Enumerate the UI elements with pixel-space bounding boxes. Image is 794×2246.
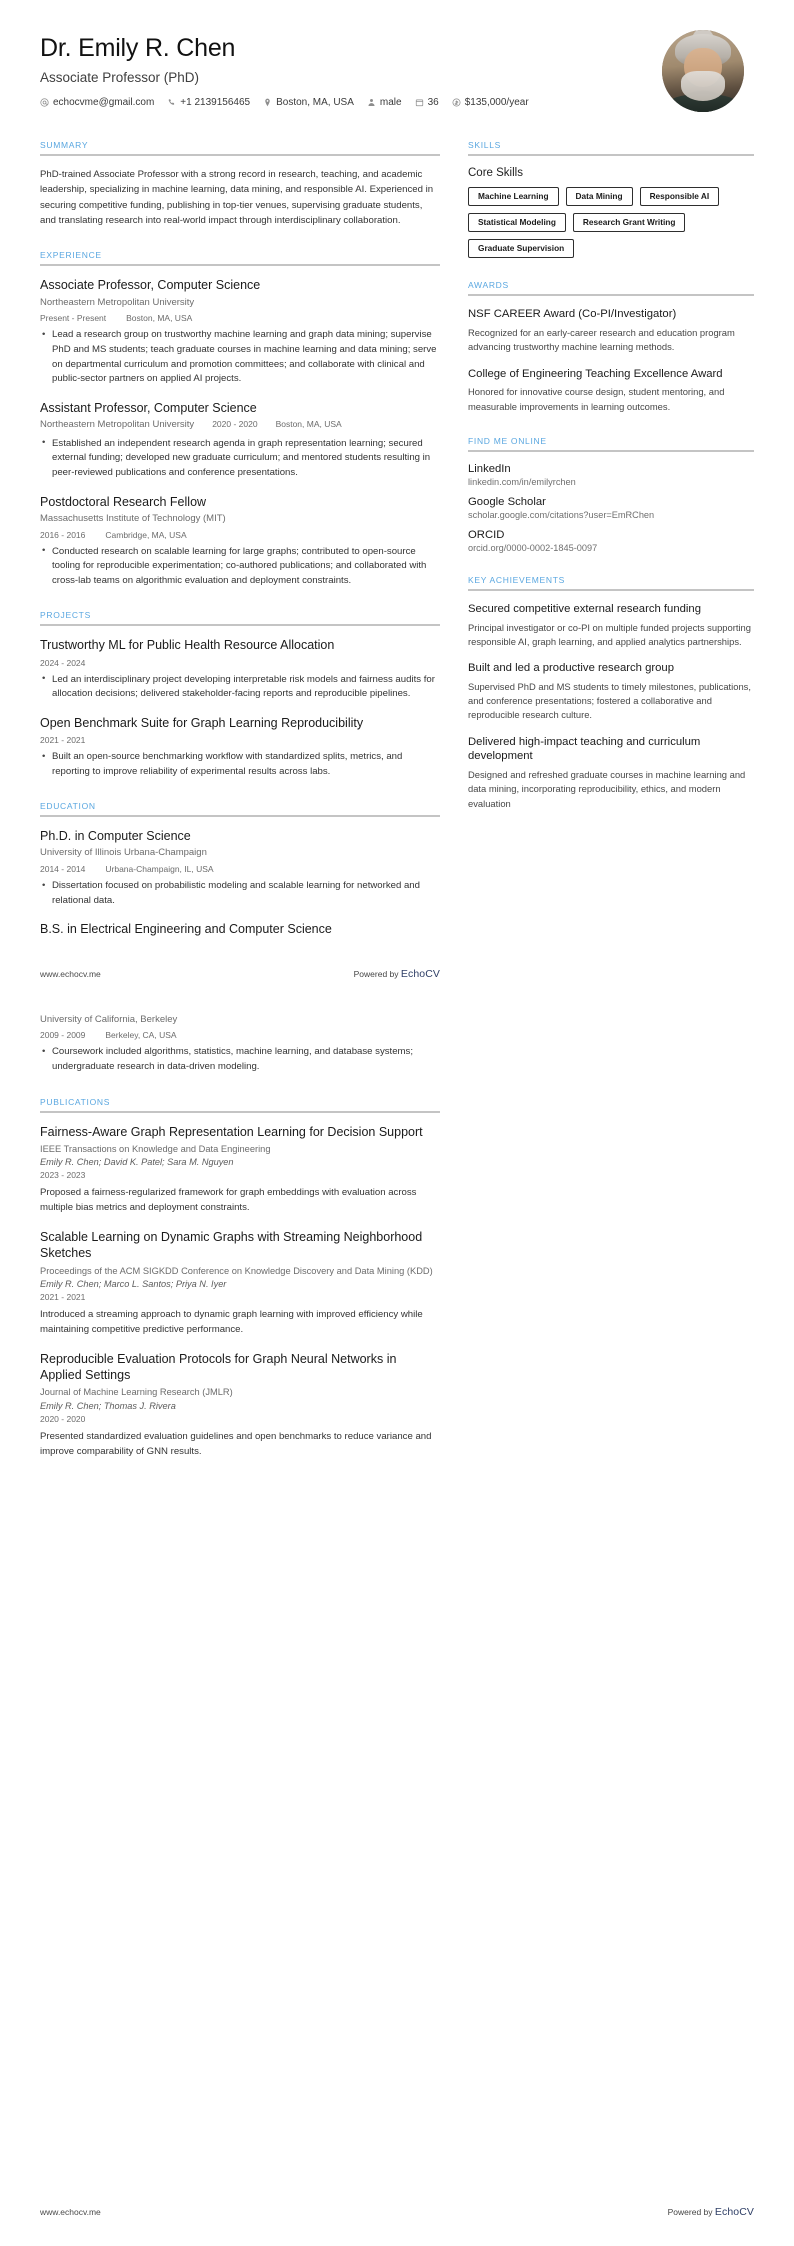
online-profile-label: LinkedIn: [468, 462, 511, 475]
online-profile-linkedin[interactable]: [468, 463, 754, 487]
bullet: • Conducted research on scalable learning for large graphs; contributed to open-source tooling for reproducible experimentation; co-authored publications; and collaborated with cross-lab teams on algorithmic evaluation and deployment constraints.: [40, 545, 440, 589]
achievement-item: [468, 602, 754, 649]
skill-chip: Machine Learning: [468, 187, 559, 206]
education-degree: Ph.D. in Computer Science: [40, 829, 191, 844]
contact-age-value: 36: [427, 96, 439, 108]
achievement-title: Built and led a productive research group: [468, 662, 674, 675]
contact-phone[interactable]: [167, 97, 250, 108]
contact-salary: [452, 97, 529, 108]
project-item: [40, 637, 440, 701]
project-bullets: [40, 673, 440, 702]
section-key-achievements: [468, 575, 754, 811]
education-item: [40, 1014, 440, 1075]
footer-brand-name: EchoCV: [714, 2206, 754, 2218]
online-profile-url[interactable]: linkedin.com/in/emilyrchen: [468, 476, 576, 487]
online-profile-url[interactable]: orcid.org/0000-0002-1845-0097: [468, 542, 598, 553]
experience-item: [40, 494, 440, 589]
section-summary: [40, 140, 440, 228]
skill-chip: Responsible AI: [640, 187, 720, 206]
bullet: • Lead a research group on trustworthy machine learning and graph data mining; supervise PhD and MS students; teach graduate courses in machine learning and data mining; serve on departmental curriculum and promotion committees; and collaborate with clinical and public-sector partners on applied AI projects.: [40, 328, 440, 386]
experience-title: Assistant Professor, Computer Science: [40, 400, 257, 415]
experience-org-row: [40, 419, 440, 432]
education-dates: 2009 - 2009: [40, 1030, 86, 1041]
experience-location: Boston, MA, USA: [275, 419, 342, 429]
footer-brand: [354, 968, 440, 980]
publication-title: Fairness-Aware Graph Representation Learning for Decision Support: [40, 1124, 423, 1139]
online-profile-url[interactable]: scholar.google.com/citations?user=EmRChen: [468, 509, 655, 520]
section-heading-publications: PUBLICATIONS: [40, 1096, 111, 1107]
publication-item: [40, 1124, 440, 1217]
contact-location-value: Boston, MA, USA: [276, 96, 354, 108]
section-heading-education: EDUCATION: [40, 801, 96, 812]
section-experience: [40, 250, 440, 588]
section-heading-find-me-online: FIND ME ONLINE: [468, 435, 547, 446]
experience-meta: [40, 313, 440, 323]
education-degree: B.S. in Electrical Engineering and Computer Science: [40, 922, 332, 937]
section-education-continued: [40, 1014, 440, 1075]
avatar-beard: [681, 71, 725, 101]
experience-org: Northeastern Metropolitan University: [40, 419, 195, 430]
location-pin-icon: [263, 98, 272, 107]
bullet: • Dissertation focused on probabilistic modeling and scalable learning for networked and relational data.: [40, 879, 440, 908]
section-find-me-online: [468, 436, 754, 553]
contact-age: [415, 97, 439, 108]
online-profile-google-scholar[interactable]: [468, 496, 754, 520]
publication-description: Introduced a streaming approach to dynamic graph learning with improved efficiency while maintaining competitive predictive performance.: [40, 1309, 423, 1336]
job-title: Associate Professor (PhD): [40, 69, 200, 85]
education-location: Berkeley, CA, USA: [105, 1030, 177, 1041]
experience-title: Postdoctoral Research Fellow: [40, 494, 207, 509]
contact-gender-value: male: [379, 96, 402, 108]
section-heading-awards: AWARDS: [468, 280, 509, 291]
contact-email[interactable]: [40, 97, 154, 108]
experience-dates: Present - Present: [40, 313, 107, 324]
award-description: Recognized for an early-career research and education program advancing trustworthy machine learning methods.: [468, 327, 735, 353]
footer-powered-label: Powered by: [353, 968, 401, 979]
publication-authors: Emily R. Chen; Thomas J. Rivera: [40, 1400, 176, 1411]
person-icon: [367, 98, 376, 107]
phone-icon: [167, 98, 176, 107]
project-meta: [40, 658, 440, 668]
section-heading-projects: PROJECTS: [40, 610, 91, 621]
resume-header: [0, 0, 794, 112]
experience-bullets: [40, 545, 440, 589]
section-skills: [468, 140, 754, 258]
footer-powered-label: Powered by: [667, 2207, 715, 2217]
project-bullets: [40, 750, 440, 779]
education-item: [40, 921, 440, 937]
online-profile-label: Google Scholar: [468, 495, 546, 508]
bullet: • Built an open-source benchmarking workflow with standardized splits, metrics, and reporting to improve reliability of experimental results across labs.: [40, 750, 440, 779]
section-heading-summary: SUMMARY: [40, 140, 89, 150]
section-rule: [40, 624, 440, 626]
section-heading-skills: SKILLS: [468, 140, 502, 150]
education-meta: [40, 864, 440, 874]
project-meta: [40, 735, 440, 745]
section-rule: [40, 815, 440, 817]
experience-title: Associate Professor, Computer Science: [40, 278, 261, 293]
section-projects: [40, 610, 440, 779]
publication-venue: Proceedings of the ACM SIGKDD Conference on Knowledge Discovery and Data Mining (KDD): [40, 1265, 433, 1276]
award-description: Honored for innovative course design, student mentoring, and measurable improvements in learning outcomes.: [468, 386, 725, 412]
education-location: Urbana-Champaign, IL, USA: [105, 864, 214, 875]
section-rule: [468, 154, 754, 156]
achievement-title: Delivered high-impact teaching and curriculum development: [468, 735, 701, 763]
page-title: Dr. Emily R. Chen: [40, 34, 236, 62]
section-publications: [40, 1097, 440, 1460]
skill-chip: Statistical Modeling: [468, 213, 566, 232]
achievement-item: [468, 661, 754, 723]
contact-gender: [367, 97, 402, 108]
avatar: [662, 30, 744, 112]
footer-site[interactable]: www.echocv.me: [40, 968, 101, 979]
experience-location: Cambridge, MA, USA: [105, 529, 187, 540]
email-icon: [40, 98, 49, 107]
education-school: University of Illinois Urbana-Champaign: [40, 847, 207, 859]
skill-chip-list: [468, 187, 754, 258]
bullet: • Established an independent research agenda in graph representation learning; secured external funding; developed new graduate curriculum; and mentored students resulting in peer-reviewed publications and conference presentations.: [40, 437, 440, 481]
publication-description: Proposed a fairness-regularized framework for graph embeddings with evaluation across multiple bias metrics and deployment constraints.: [40, 1187, 417, 1214]
award-title: NSF CAREER Award (Co-PI/Investigator): [468, 308, 677, 321]
achievement-description: Principal investigator or co-PI on multiple funded projects supporting responsible AI, graph learning, and applied analytics partnerships.: [468, 621, 751, 647]
experience-bullets: [40, 328, 440, 386]
skill-chip: Graduate Supervision: [468, 239, 574, 258]
bullet: • Coursework included algorithms, statistics, machine learning, and database systems; undergraduate research in data-driven modeling.: [40, 1045, 440, 1074]
experience-item: [40, 277, 440, 386]
publication-item: [40, 1351, 440, 1460]
experience-dates: 2020 - 2020: [212, 419, 258, 429]
publication-authors: Emily R. Chen; Marco L. Santos; Priya N. Iyer: [40, 1279, 227, 1290]
education-school: University of California, Berkeley: [40, 1013, 178, 1025]
achievement-description: Supervised PhD and MS students to timely milestones, publications, and conference presentations; fostered a collaborative and reproducible research culture.: [468, 680, 751, 721]
bullet: • Led an interdisciplinary project developing interpretable risk models and fairness audits for allocation decisions; delivered stakeholder-facing reports and reproducible pipelines.: [40, 673, 440, 702]
salary-icon: [452, 98, 461, 107]
award-title: College of Engineering Teaching Excellence Award: [468, 367, 723, 380]
footer-brand-name: EchoCV: [400, 967, 440, 980]
publication-item: [40, 1229, 440, 1338]
experience-dates: 2016 - 2016: [40, 529, 86, 540]
section-rule: [468, 589, 754, 591]
right-column: [468, 140, 754, 833]
experience-item: [40, 400, 440, 481]
skill-chip: Data Mining: [566, 187, 633, 206]
education-meta: [40, 1030, 440, 1040]
footer-site[interactable]: www.echocv.me: [40, 2207, 101, 2217]
page-footer-bottom: [0, 2206, 794, 2218]
page-footer: [40, 946, 440, 980]
publication-authors: Emily R. Chen; David K. Patel; Sara M. Nguyen: [40, 1157, 234, 1168]
experience-location: Boston, MA, USA: [126, 313, 193, 324]
education-dates: 2014 - 2014: [40, 864, 86, 875]
publication-title: Scalable Learning on Dynamic Graphs with Streaming Neighborhood Sketches: [40, 1230, 423, 1261]
project-title: Open Benchmark Suite for Graph Learning Reproducibility: [40, 715, 364, 730]
section-heading-key-achievements: KEY ACHIEVEMENTS: [468, 574, 566, 585]
experience-org: Massachusetts Institute of Technology (MIT): [40, 512, 226, 524]
education-item: [40, 828, 440, 908]
achievement-title: Secured competitive external research funding: [468, 602, 701, 615]
education-bullets: [40, 1045, 440, 1074]
project-dates: 2024 - 2024: [40, 657, 86, 668]
education-bullets: [40, 879, 440, 908]
contact-row: [40, 97, 529, 108]
experience-org: Northeastern Metropolitan University: [40, 296, 195, 308]
project-item: [40, 715, 440, 779]
section-awards: [468, 280, 754, 414]
section-rule: [40, 1111, 440, 1113]
contact-email-value: echocvme@gmail.com: [53, 96, 155, 108]
footer-brand: [668, 2206, 754, 2218]
publication-venue: Journal of Machine Learning Research (JMLR): [40, 1387, 233, 1398]
online-profile-orcid[interactable]: [468, 529, 754, 553]
publication-description: Presented standardized evaluation guidelines and open benchmarks to reduce variance and improve comparability of GNN results.: [40, 1430, 432, 1457]
achievement-item: [468, 735, 754, 811]
skill-chip: Research Grant Writing: [573, 213, 686, 232]
summary-text: PhD-trained Associate Professor with a strong record in research, teaching, and academic leadership, specializing in machine learning, data mining, and responsible AI. Experienced in securing competitive funding, publishing in top-tier venues, supervising graduate students, and translating research into real-world impact through interdisciplinary collaboration.: [40, 169, 434, 227]
publication-dates: 2023 - 2023: [40, 1170, 86, 1181]
project-title: Trustworthy ML for Public Health Resource Allocation: [40, 638, 335, 653]
skills-group-name: Core Skills: [468, 167, 523, 179]
contact-salary-value: $135,000/year: [464, 96, 529, 108]
calendar-icon: [415, 98, 424, 107]
section-rule: [40, 154, 440, 156]
award-item: [468, 307, 754, 354]
section-rule: [468, 450, 754, 452]
experience-bullets: [40, 437, 440, 481]
publication-title: Reproducible Evaluation Protocols for Graph Neural Networks in Applied Settings: [40, 1351, 397, 1383]
header-identity: [40, 30, 529, 108]
section-education: [40, 801, 440, 937]
resume-body: [0, 112, 794, 1482]
section-rule: [40, 264, 440, 266]
experience-meta: [40, 530, 440, 540]
publication-dates: 2021 - 2021: [40, 1292, 86, 1303]
award-item: [468, 367, 754, 414]
contact-phone-value: +1 2139156465: [180, 96, 251, 108]
publication-dates: 2020 - 2020: [40, 1413, 86, 1424]
achievement-description: Designed and refreshed graduate courses in machine learning and data mining, incorporating reproducibility, ethics, and modern evaluation: [468, 769, 746, 809]
online-profile-label: ORCID: [468, 528, 505, 541]
contact-location: [263, 97, 354, 108]
section-rule: [468, 294, 754, 296]
publication-venue: IEEE Transactions on Knowledge and Data Engineering: [40, 1143, 271, 1154]
left-column: [40, 140, 440, 1482]
section-heading-experience: EXPERIENCE: [40, 250, 102, 261]
project-dates: 2021 - 2021: [40, 735, 86, 745]
